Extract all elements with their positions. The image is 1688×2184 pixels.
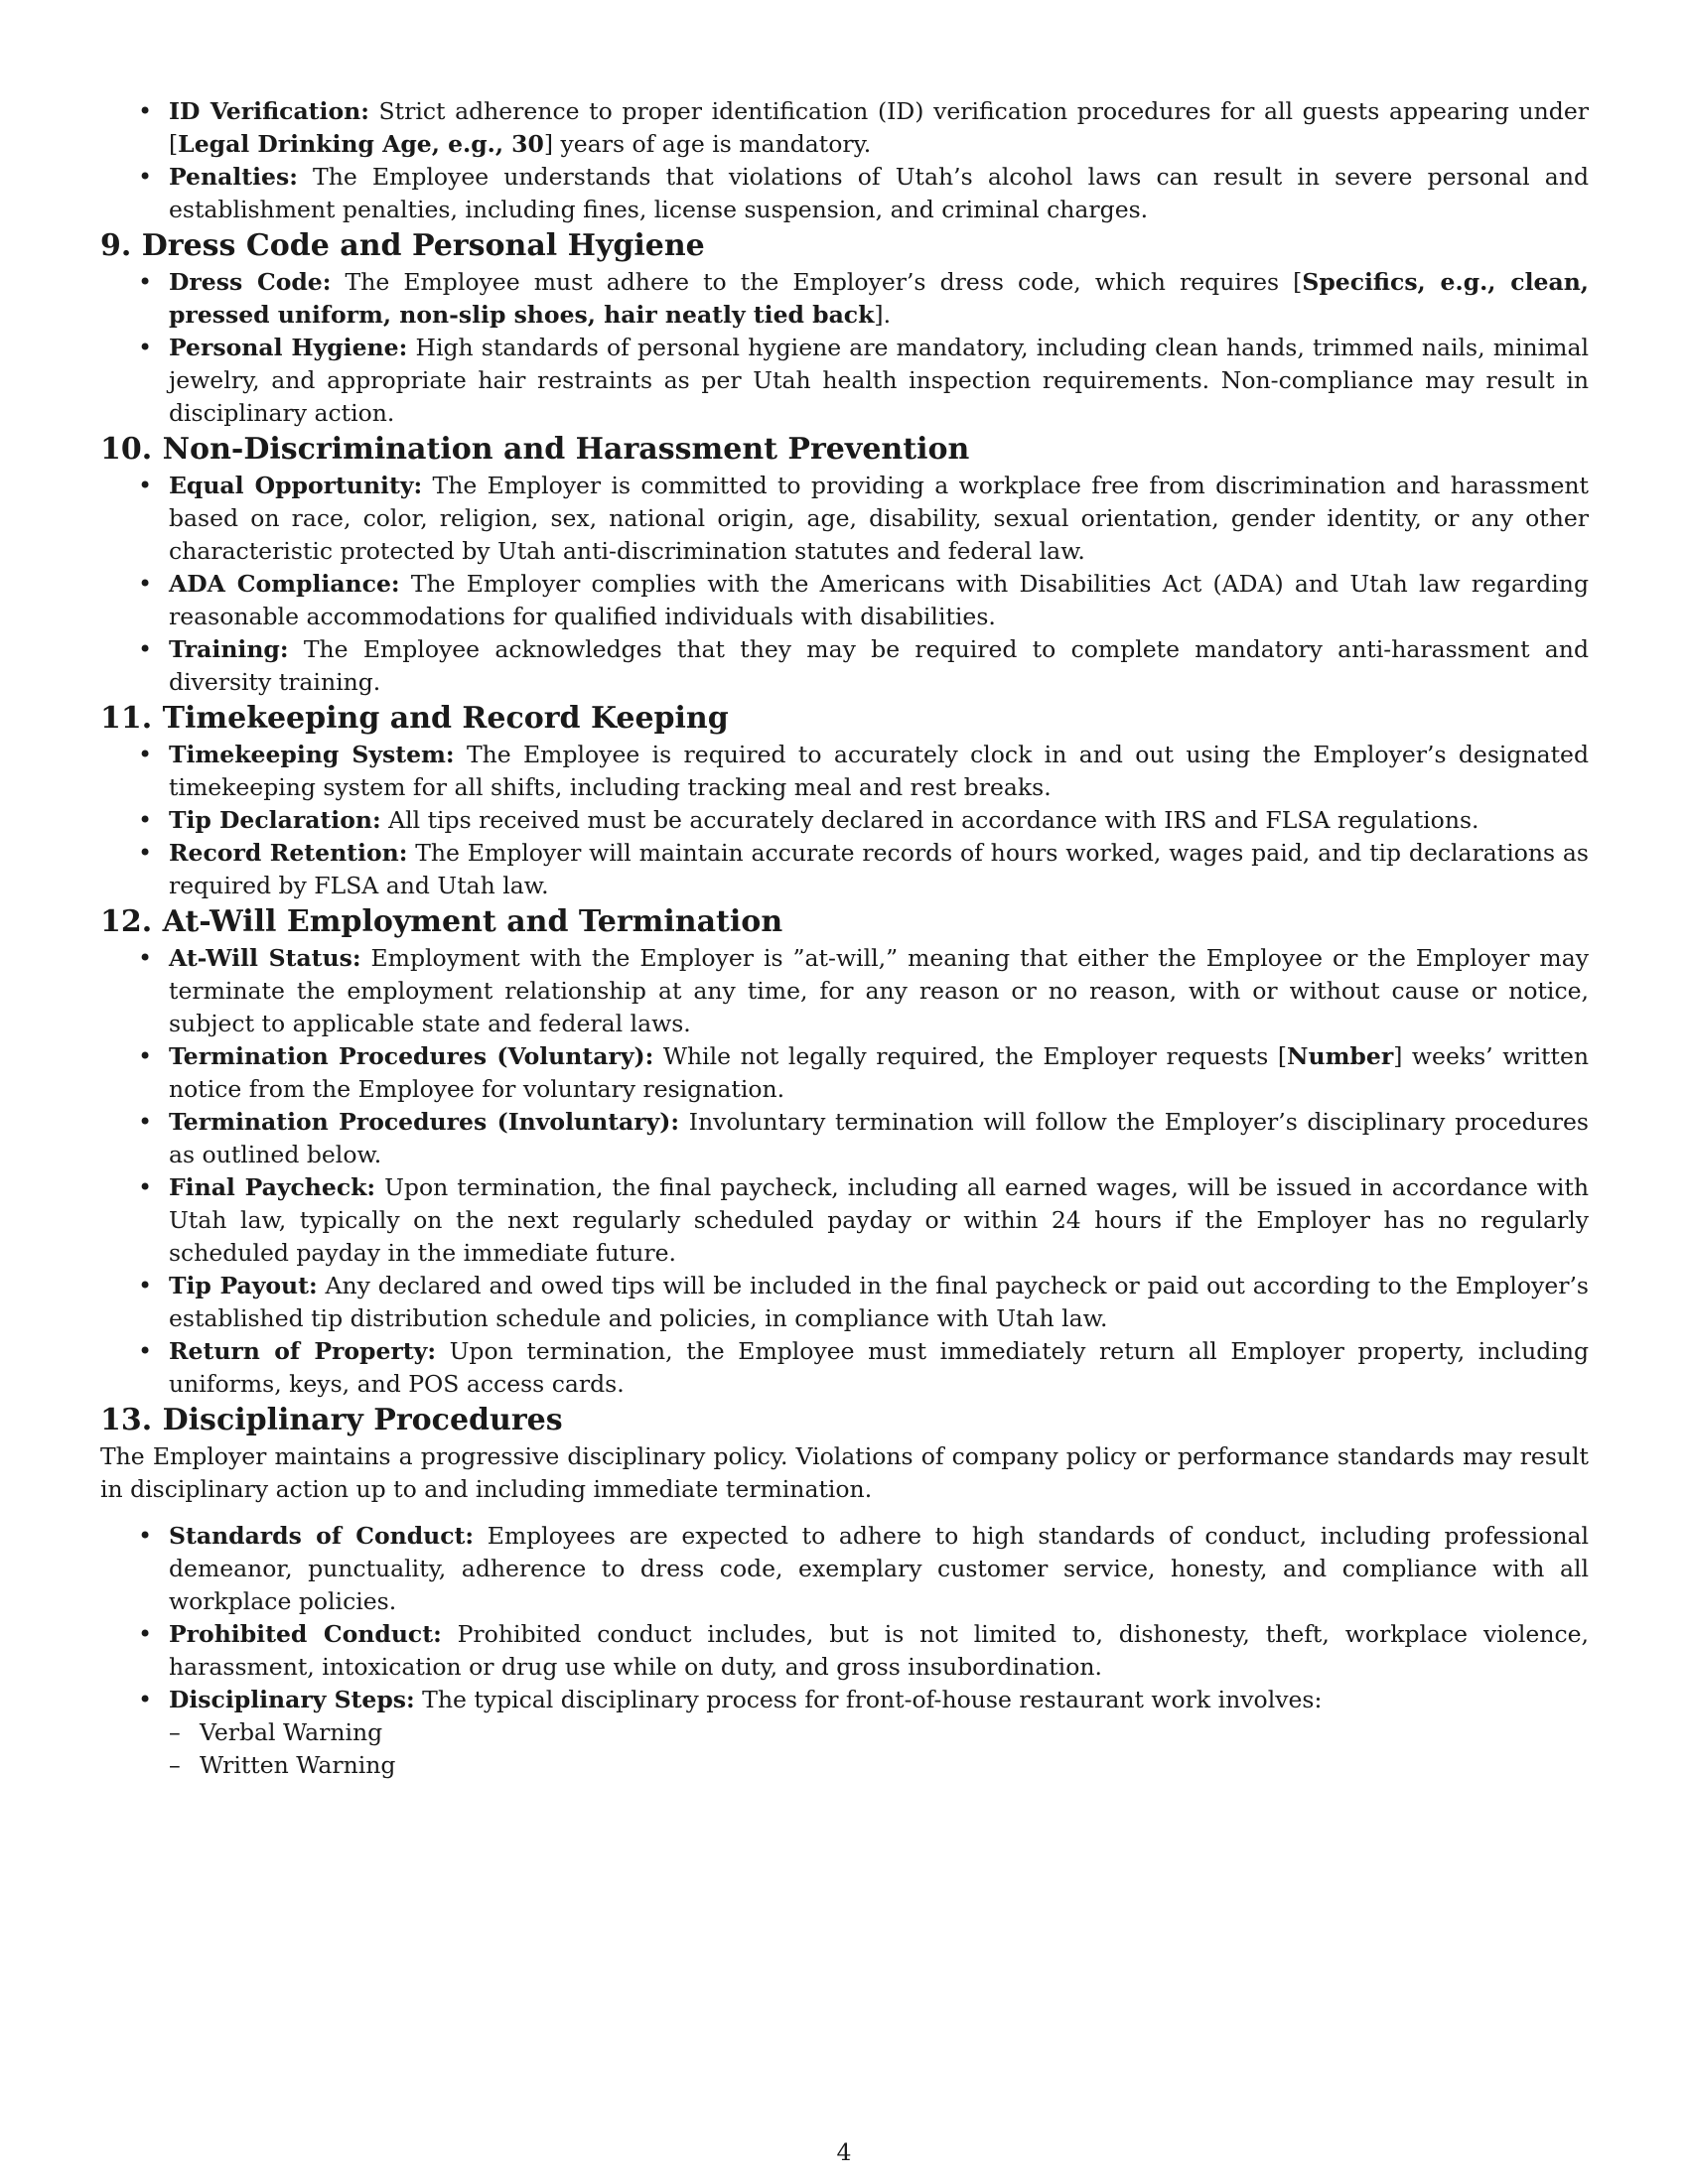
- list-item: • Standards of Conduct: Employees are expected to adhere to high standards of conduct, including professional demeanor, punctuality, adherence to dress code, exemplary customer service, honesty, and compliance with all workplace policies.: [100, 1520, 1589, 1618]
- list-item: • Tip Payout: Any declared and owed tips will be included in the final paycheck or paid out according to the Employer’s established tip distribution schedule and policies, in compliance with Utah law.: [100, 1270, 1589, 1335]
- item-label: Final Paycheck:: [169, 1173, 376, 1201]
- section-11-list: [100, 739, 1589, 902]
- section-9-list: [100, 266, 1589, 430]
- section-12-list: [100, 942, 1589, 1401]
- placeholder-field: Number: [1287, 1042, 1394, 1070]
- item-label: Tip Declaration:: [169, 806, 381, 834]
- placeholder-field: Specifics, e.g., clean, pressed uniform, non-slip shoes, hair neatly tied back: [169, 268, 1589, 329]
- sub-list-item: – Written Warning: [169, 1749, 1589, 1782]
- list-item: • Disciplinary Steps: The typical disciplinary process for front-of-house restaurant work involves: – Verbal Warning – Written Warning: [100, 1684, 1589, 1782]
- list-item: • Termination Procedures (Voluntary): While not legally required, the Employer requests [Number] weeks’ written notice from the Employee for voluntary resignation.: [100, 1040, 1589, 1106]
- section-heading-12: 12. At-Will Employment and Termination: [100, 904, 783, 939]
- placeholder-field: Legal Drinking Age, e.g., 30: [178, 130, 544, 158]
- document-page: [100, 95, 1589, 1782]
- section-heading-9: 9. Dress Code and Personal Hygiene: [100, 228, 705, 263]
- list-item: • Training: The Employee acknowledges that they may be required to complete mandatory anti-harassment and diversity training.: [100, 633, 1589, 699]
- list-item: • Termination Procedures (Involuntary): Involuntary termination will follow the Employer’s disciplinary procedures as outlined below.: [100, 1106, 1589, 1171]
- list-item: • ADA Compliance: The Employer complies with the Americans with Disabilities Act (ADA) and Utah law regarding reasonable accommodations for qualified individuals with disabilities.: [100, 568, 1589, 633]
- list-item: • ID Verification: Strict adherence to proper identification (ID) verification procedures for all guests appearing under [Legal Drinking Age, e.g., 30] years of age is mandatory.: [100, 95, 1589, 161]
- section-heading-11: 11. Timekeeping and Record Keeping: [100, 701, 729, 736]
- item-label: Training:: [169, 635, 289, 663]
- item-label: Prohibited Conduct:: [169, 1620, 442, 1648]
- item-label: At-Will Status:: [169, 944, 361, 972]
- list-item: • Record Retention: The Employer will maintain accurate records of hours worked, wages paid, and tip declarations as required by FLSA and Utah law.: [100, 837, 1589, 902]
- page-number: 4: [836, 2138, 852, 2166]
- list-item: • At-Will Status: Employment with the Employer is ”at-will,” meaning that either the Employee or the Employer may terminate the employment relationship at any time, for any reason or no reason, with or without cause or notice, subject to applicable state and federal laws.: [100, 942, 1589, 1040]
- section-heading-13: 13. Disciplinary Procedures: [100, 1403, 563, 1437]
- item-label: Penalties:: [169, 163, 298, 191]
- item-label: Timekeeping System:: [169, 741, 455, 768]
- list-item: • Dress Code: The Employee must adhere to the Employer’s dress code, which requires [Specifics, e.g., clean, pressed uniform, non-slip shoes, hair neatly tied back].: [100, 266, 1589, 332]
- section-heading-10: 10. Non-Discrimination and Harassment Prevention: [100, 432, 970, 467]
- item-label: Record Retention:: [169, 839, 408, 867]
- item-label: Termination Procedures (Involuntary):: [169, 1108, 680, 1136]
- list-item: • Equal Opportunity: The Employer is committed to providing a workplace free from discrimination and harassment based on race, color, religion, sex, national origin, age, disability, sexual orientation, gender identity, or any other characteristic protected by Utah anti-discrimination statutes and federal law.: [100, 470, 1589, 568]
- list-item: • Tip Declaration: All tips received must be accurately declared in accordance with IRS and FLSA regulations.: [100, 804, 1589, 837]
- section-13-list: [100, 1520, 1589, 1782]
- item-label: Disciplinary Steps:: [169, 1686, 415, 1713]
- item-label: ADA Compliance:: [169, 570, 400, 598]
- item-label: Personal Hygiene:: [169, 334, 408, 361]
- item-label: Termination Procedures (Voluntary):: [169, 1042, 654, 1070]
- item-label: Standards of Conduct:: [169, 1522, 475, 1550]
- sub-list-item: – Verbal Warning: [169, 1716, 1589, 1749]
- list-item: • Penalties: The Employee understands that violations of Utah’s alcohol laws can result in severe personal and establishment penalties, including fines, license suspension, and criminal charges.: [100, 161, 1589, 226]
- item-label: Dress Code:: [169, 268, 332, 296]
- item-label: ID Verification:: [169, 97, 369, 125]
- disciplinary-steps-list: [169, 1716, 1589, 1782]
- list-item: • Final Paycheck: Upon termination, the final paycheck, including all earned wages, will be issued in accordance with Utah law, typically on the next regularly scheduled payday or within 24 hours if the Employer has no regularly scheduled payday in the immediate future.: [100, 1171, 1589, 1270]
- item-label: Return of Property:: [169, 1337, 436, 1365]
- section-10-list: [100, 470, 1589, 699]
- item-label: Equal Opportunity:: [169, 472, 423, 499]
- list-item: • Timekeeping System: The Employee is required to accurately clock in and out using the Employer’s designated timekeeping system for all shifts, including tracking meal and rest breaks.: [100, 739, 1589, 804]
- section-13-intro: The Employer maintains a progressive disciplinary policy. Violations of company policy or performance standards may result in disciplinary action up to and including immediate termination.: [100, 1442, 1589, 1503]
- item-label: Tip Payout:: [169, 1272, 318, 1299]
- alcohol-policy-list: [100, 95, 1589, 226]
- list-item: • Prohibited Conduct: Prohibited conduct includes, but is not limited to, dishonesty, theft, workplace violence, harassment, intoxication or drug use while on duty, and gross insubordination.: [100, 1618, 1589, 1684]
- list-item: • Personal Hygiene: High standards of personal hygiene are mandatory, including clean hands, trimmed nails, minimal jewelry, and appropriate hair restraints as per Utah health inspection requirements. Non-compliance may result in disciplinary action.: [100, 332, 1589, 430]
- list-item: • Return of Property: Upon termination, the Employee must immediately return all Employer property, including uniforms, keys, and POS access cards.: [100, 1335, 1589, 1401]
